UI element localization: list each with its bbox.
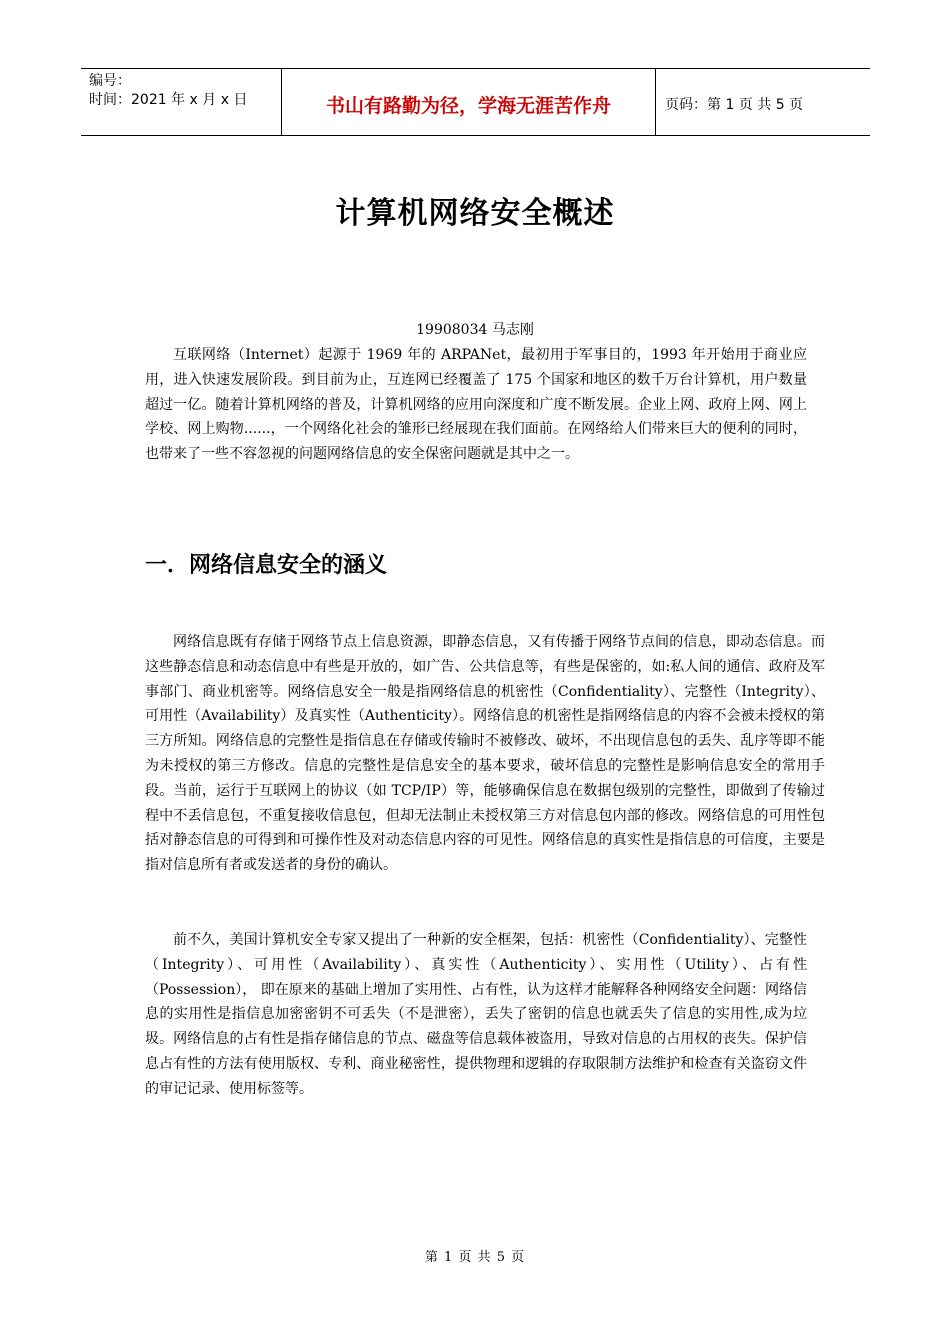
- section-paragraph-2: 前不久，美国计算机安全专家又提出了一种新的安全框架，包括：机密性（Confidentiality）、完整性（Integrity）、可用性（Availability）、真实性（Authenticity）、实用性（Utility）、占有性（Possession）， 即在原来的基础上增加了实用性、占有性，认为这样才能解释各种网络安全问题：网络信息的实用性是指信息加密密钥不可丢失（不是泄密），丢失了密钥的信息也就丢失了信息的实用性,成为垃圾。网络信息的占有性是指存储信息的节点、磁盘等信息载体被盗用，导致对信息的占用权的丧失。保护信息占有性的方法有使用版权、专利、商业秘密性，提供物理和逻辑的存取限制方法维护和检查有关盗窃文件的审记记录、使用标签等。: [145, 932, 807, 1097]
- page-footer: 第 1 页 共 5 页: [424, 1250, 526, 1265]
- page-code-text: 页码：第 1 页 共 5 页: [665, 97, 804, 113]
- section-paragraph-1: 网络信息既有存储于网络节点上信息资源，即静态信息，又有传播于网络节点间的信息，即动态信息。而这些静态信息和动态信息中有些是开放的，如广告、公共信息等，有些是保密的，如:私人间的通信、政府及军事部门、商业机密等。网络信息安全一般是指网络信息的机密性（Confidentiality）、完整性（Integrity）、可用性（Availability）及真实性（Authenticity）。网络信息的机密性是指网络信息的内容不会被未授权的第三方所知。网络信息的完整性是指信息在存储或传输时不被修改、破坏，不出现信息包的丢失、乱序等即不能为未授权的第三方修改。信息的完整性是信息安全的基本要求，破坏信息的完整性是影响信息安全的常用手段。当前，运行于互联网上的协议（如 TCP/IP）等，能够确保信息在数据包级别的完整性，即做到了传输过程中不丢信息包，不重复接收信息包，但却无法制止未授权第三方对信息包内部的修改。网络信息的可用性包括对静态信息的可得到和可操作性及对动态信息内容的可见性。网络信息的真实性是指信息的可信度，主要是指对信息所有者或发送者的身份的确认。: [145, 634, 825, 874]
- intro-paragraph: 互联网络（Internet）起源于 1969 年的 ARPANet，最初用于军事目的，1993 年开始用于商业应用，进入快速发展阶段。到目前为止，互连网已经覆盖了 175 个国家和地区的数千万台计算机，用户数量超过一亿。随着计算机网络的普及，计算机网络的应用向深度和广度不断发展。企业上网、政府上网、网上学校、网上购物......，一个网络化社会的雏形已经展现在我们面前。在网络给人们带来巨大的便利的同时，也带来了一些不容忽视的问题网络信息的安全保密问题就是其中之一。: [145, 347, 807, 463]
- page-code-cell: [656, 69, 870, 135]
- number-label: 编号：: [89, 73, 131, 89]
- motto-cell: [282, 69, 656, 135]
- motto-text: 书山有路勤为径，学海无涯苦作舟: [325, 94, 611, 117]
- header-meta-cell: [81, 69, 282, 135]
- section-heading: 一．网络信息安全的涵义: [145, 553, 388, 578]
- document-title: 计算机网络安全概述: [335, 196, 615, 231]
- header-table: [81, 68, 870, 136]
- date-label: 时间：2021 年 x 月 x 日: [89, 92, 248, 108]
- author-line: 19908034 马志刚: [416, 322, 534, 338]
